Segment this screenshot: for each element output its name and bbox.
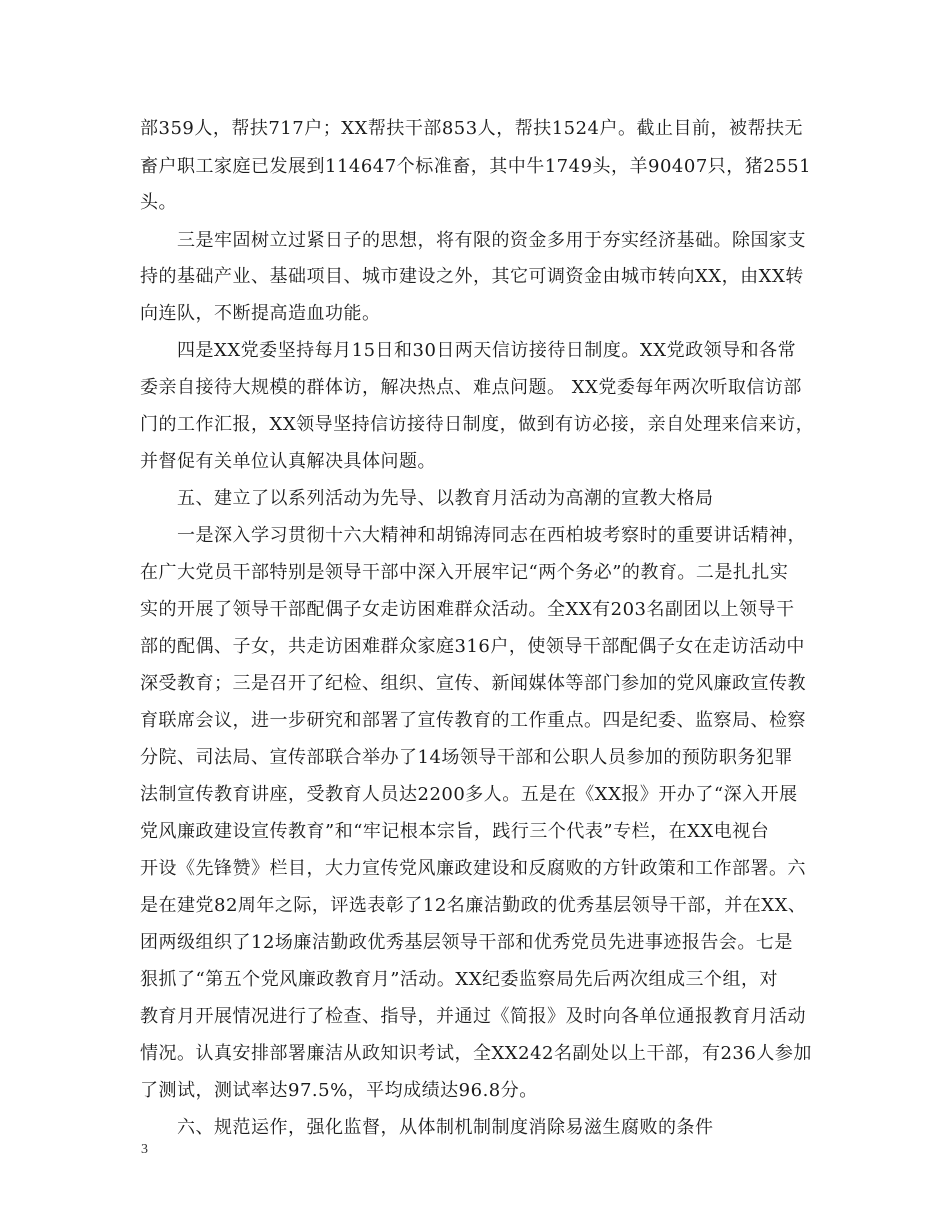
section-heading: 六、规范运作，强化监督，从体制机制制度消除易滋生腐败的条件: [140, 1117, 714, 1138]
section-heading: 五、建立了以系列活动为先导、以教育月活动为高潮的宣教大格局: [140, 488, 714, 509]
text-line: 团两级组织了12场廉洁勤政优秀基层领导干部和优秀党员先进事迹报告会。七是: [140, 932, 793, 953]
text-line: 情况。认真安排部署廉洁从政知识考试，全XX242名副处以上干部，有236人参加: [140, 1043, 812, 1064]
text-line: 门的工作汇报，XX领导坚持信访接待日制度，做到有访必接，亲自处理来信来访，: [140, 414, 815, 435]
text-line: 三是牢固树立过紧日子的思想，将有限的资金多用于夯实经济基础。除国家支: [140, 230, 806, 251]
text-line: 在广大党员干部特别是领导干部中深入开展牢记“两个务必”的教育。二是扎扎实: [140, 562, 789, 583]
text-line: 向连队，不断提高造血功能。: [140, 303, 381, 324]
text-line: 分院、司法局、宣传部联合举办了14场领导干部和公职人员参加的预防职务犯罪: [140, 747, 793, 768]
text-line: 深受教育；三是召开了纪检、组织、宣传、新闻媒体等部门参加的党风廉政宣传教: [140, 673, 806, 694]
text-line: 畜户职工家庭已发展到114647个标准畜，其中牛1749头，羊90407只，猪2551: [140, 156, 812, 177]
text-line: 教育月开展情况进行了检查、指导，并通过《简报》及时向各单位通报教育月活动: [140, 1006, 806, 1027]
text-line: 一是深入学习贯彻十六大精神和胡锦涛同志在西柏坡考察时的重要讲话精神，: [140, 525, 806, 546]
text-line: 四是XX党委坚持每月15日和30日两天信访接待日制度。XX党政领导和各常: [140, 340, 797, 361]
page-number: 3: [141, 1142, 148, 1157]
text-line: 实的开展了领导干部配偶子女走访困难群众活动。全XX有203名副团以上领导干: [140, 599, 795, 620]
text-line: 育联席会议，进一步研究和部署了宣传教育的工作重点。四是纪委、监察局、检察: [140, 710, 806, 731]
text-line: 了测试，测试率达97.5%，平均成绩达96.8分。: [140, 1080, 538, 1101]
text-line: 委亲自接待大规模的群体访，解决热点、难点问题。 XX党委每年两次听取信访部: [140, 377, 802, 398]
text-line: 部的配偶、子女，共走访困难群众家庭316户，使领导干部配偶子女在走访活动中: [140, 636, 805, 657]
text-line: 开设《先锋赞》栏目，大力宣传党风廉政建设和反腐败的方针政策和工作部署。六: [140, 858, 806, 879]
text-line: 是在建党82周年之际，评选表彰了12名廉洁勤政的优秀基层领导干部，并在XX、: [140, 895, 807, 916]
text-line: 头。: [140, 192, 177, 213]
text-line: 狠抓了“第五个党风廉政教育月”活动。XX纪委监察局先后两次组成三个组，对: [140, 969, 779, 990]
text-line: 持的基础产业、基础项目、城市建设之外，其它可调资金由城市转向XX，由XX转: [140, 266, 804, 287]
text-line: 党风廉政建设宣传教育”和“牢记根本宗旨，践行三个代表”专栏，在XX电视台: [140, 821, 770, 842]
text-line: 并督促有关单位认真解决具体问题。: [140, 451, 436, 472]
text-line: 法制宣传教育讲座，受教育人员达2200多人。五是在《XX报》开办了“深入开展: [140, 784, 798, 805]
text-line: 部359人，帮扶717户；XX帮扶干部853人，帮扶1524户。截止目前，被帮扶无: [140, 118, 804, 139]
